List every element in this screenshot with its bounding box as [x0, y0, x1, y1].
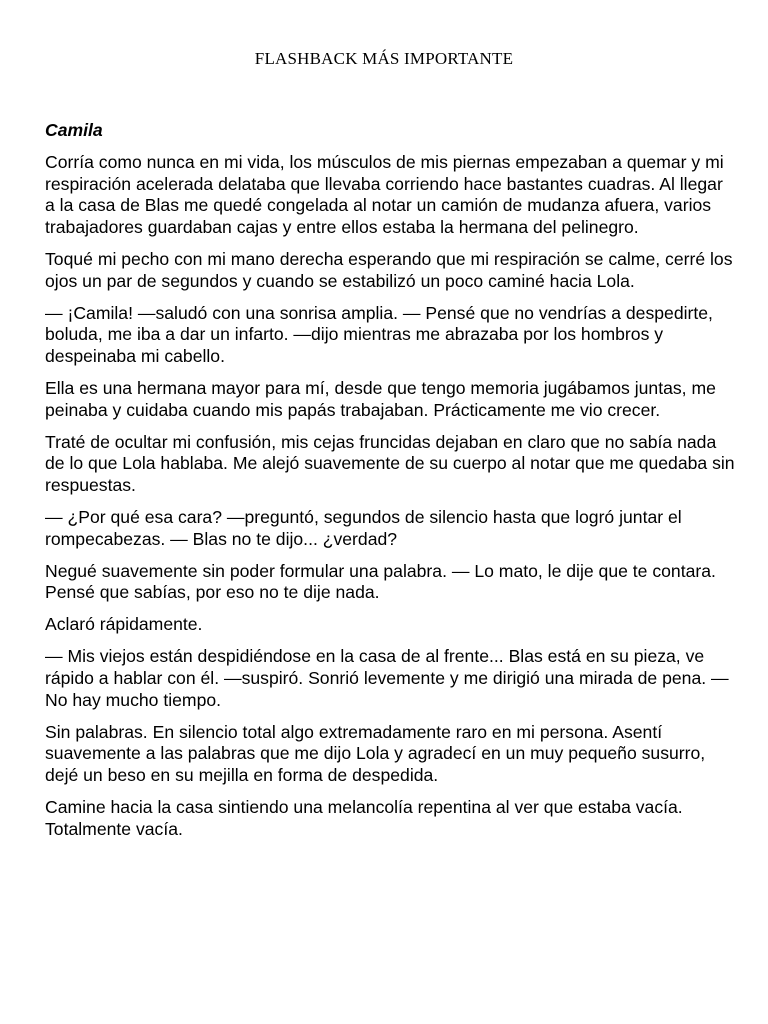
paragraph-7: Negué suavemente sin poder formular una palabra. — Lo mato, le dije que te contara. Pensé que sabías, por eso no te dije nada.	[45, 560, 716, 603]
paragraph-2: Toqué mi pecho con mi mano derecha esperando que mi respiración se calme, cerré los ojos un par de segundos y cuando se estabilizó un poco caminé hacia Lola.	[45, 248, 733, 291]
paragraph-3: — ¡Camila! —saludó con una sonrisa amplia. — Pensé que no vendrías a despedirte, boluda, me iba a dar un infarto. —dijo mientras me abrazaba por los hombros y despeinaba mi cabello.	[45, 302, 713, 366]
paragraph-8: Aclaró rápidamente.	[45, 614, 203, 635]
chapter-title: FLASHBACK MÁS IMPORTANTE	[254, 49, 514, 68]
paragraph-5: Traté de ocultar mi confusión, mis cejas fruncidas dejaban en claro que no sabía nada de lo que Lola hablaba. Me alejó suavemente de su cuerpo al notar que me quedaba sin respuestas.	[45, 431, 735, 495]
paragraph-4: Ella es una hermana mayor para mí, desde que tengo memoria jugábamos juntas, me peinaba y cuidaba cuando mis papás trabajaban. Prácticamente me vio crecer.	[45, 377, 716, 420]
paragraph-1: Corría como nunca en mi vida, los músculos de mis piernas empezaban a quemar y mi respiración acelerada delataba que llevaba corriendo hace bastantes cuadras. Al llegar a la casa de Blas me quedé congelada al notar un camión de mudanza afuera, varios trabajadores guardaban cajas y entre ellos estaba la hermana del pelinegro.	[45, 152, 724, 237]
paragraph-10: Sin palabras. En silencio total algo extremadamente raro en mi persona. Asentí suavemente a las palabras que me dijo Lola y agradecí en un muy pequeño susurro, dejé un beso en su mejilla en forma de despedida.	[45, 721, 706, 785]
paragraph-11: Camine hacia la casa sintiendo una melancolía repentina al ver que estaba vacía. Totalmente vacía.	[45, 796, 683, 839]
paragraph-6: — ¿Por qué esa cara? —preguntó, segundos de silencio hasta que logró juntar el rompecabezas. — Blas no te dijo... ¿verdad?	[45, 506, 682, 549]
narrator-heading: Camila	[45, 120, 103, 140]
chapter-body	[45, 120, 735, 851]
paragraph-9: — Mis viejos están despidiéndose en la casa de al frente... Blas está en su pieza, ve rápido a hablar con él. —suspiró. Sonrió levemente y me dirigió una mirada de pena. — No hay mucho tiempo.	[45, 646, 729, 710]
